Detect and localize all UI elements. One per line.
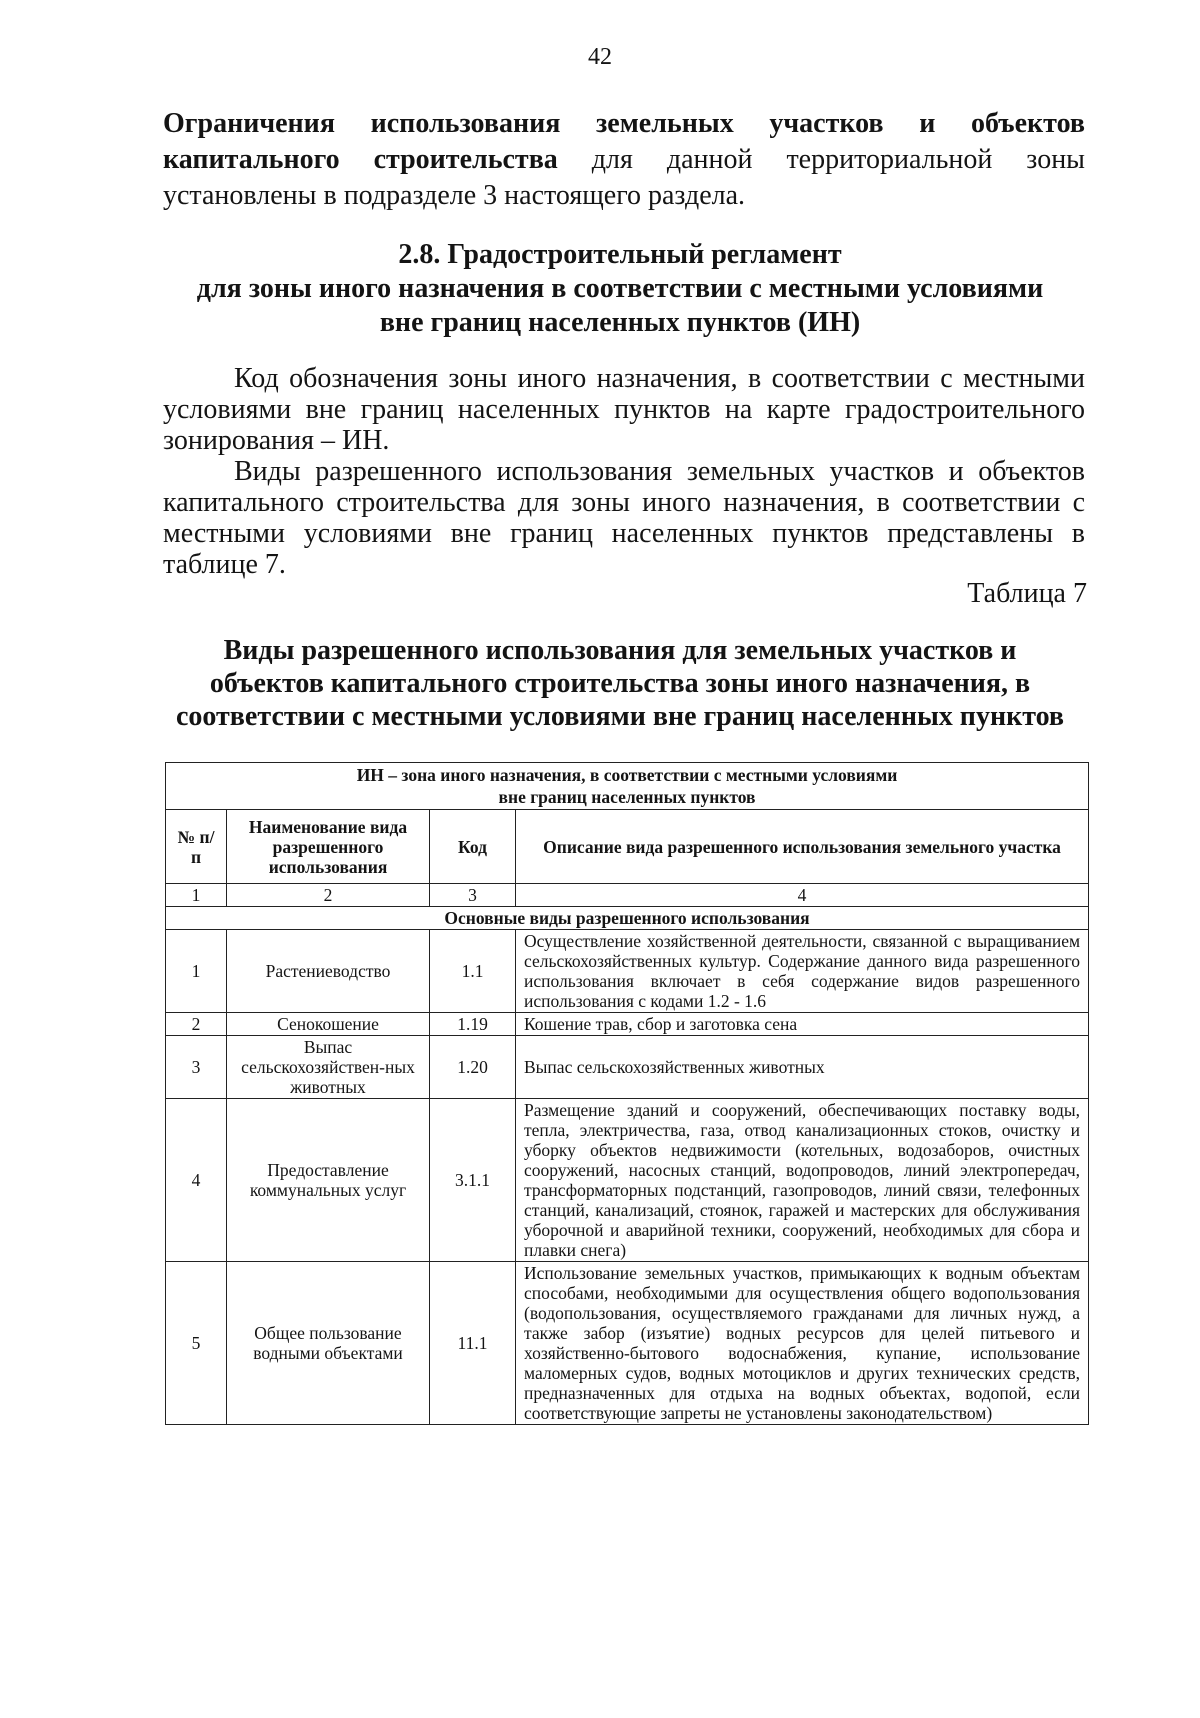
row-desc: Осуществление хозяйственной деятельности, связанной с выращиванием сельскохозяйственных культур. Содержание данного вида разрешенного использования включает в себя содержание видов разрешенного использования с кодами 1.2 - 1.6	[516, 930, 1089, 1013]
table-title	[150, 634, 1090, 733]
row-name: Выпас сельскохозяйствен-ных животных	[227, 1036, 430, 1099]
zone-header-cell	[166, 763, 1089, 810]
table-row	[166, 1036, 1089, 1099]
restrictions-lead: Ограничения использования земельных участков и объектов капитального строительства	[163, 108, 1085, 175]
column-index-4: 4	[516, 884, 1089, 907]
group-label: Основные виды разрешенного использования	[166, 907, 1089, 930]
zone-code-paragraph: Код обозначения зоны иного назначения, в соответствии с местными условиями вне границ населенных пунктов на карте градостроительного зонирования – ИН.	[163, 363, 1085, 456]
permitted-uses-table	[165, 762, 1089, 1425]
row-name: Растениеводство	[227, 930, 430, 1013]
section-heading	[150, 238, 1090, 340]
row-code: 1.19	[430, 1013, 516, 1036]
row-code: 11.1	[430, 1262, 516, 1425]
row-desc: Выпас сельскохозяйственных животных	[516, 1036, 1089, 1099]
column-index-3: 3	[430, 884, 516, 907]
page-number: 42	[588, 44, 612, 70]
column-header-code: Код	[430, 810, 516, 884]
restrictions-rest: для данной территориальной зоны установлены в подразделе 3 настоящего раздела.	[163, 144, 1085, 211]
row-desc: Кошение трав, сбор и заготовка сена	[516, 1013, 1089, 1036]
group-row	[166, 907, 1089, 930]
row-name: Сенокошение	[227, 1013, 430, 1036]
column-index-1: 1	[166, 884, 227, 907]
row-name: Предоставление коммунальных услуг	[227, 1099, 430, 1262]
section-heading-line-2: для зоны иного назначения в соответствии с местными условиями	[196, 273, 1044, 304]
column-index-row	[166, 884, 1089, 907]
table-row	[166, 1099, 1089, 1262]
table-title-line-3: соответствии с местными условиями вне границ населенных пунктов	[175, 701, 1065, 732]
restrictions-paragraph	[163, 106, 1085, 214]
table-title-line-2: объектов капитального строительства зоны иного назначения, в	[209, 668, 1031, 699]
table-row	[166, 930, 1089, 1013]
row-num: 4	[166, 1099, 227, 1262]
column-index-2: 2	[227, 884, 430, 907]
row-code: 1.1	[430, 930, 516, 1013]
permitted-uses-paragraph: Виды разрешенного использования земельных участков и объектов капитального строительства для зоны иного назначения, в соответствии с местными условиями вне границ населенных пунктов представлены в таблице 7.	[163, 456, 1085, 580]
column-header-name: Наименование вида разрешенного использования	[227, 810, 430, 884]
zone-header-line-2: вне границ населенных пунктов	[498, 787, 756, 807]
zone-header-line-1: ИН – зона иного назначения, в соответствии с местными условиями	[356, 765, 898, 785]
column-header-num: № п/п	[166, 810, 227, 884]
row-desc: Использование земельных участков, примыкающих к водным объектам способами, необходимыми для осуществления общего водопользования (водопользования, осуществляемого гражданами для личных нужд, а также забор (изъятие) водных ресурсов для целей питьевого и хозяйственно-бытового водоснабжения, купание, использование маломерных судов, водных мотоциклов и других технических средств, предназначенных для отдыха на водных объектах, водопой, если соответствующие запреты не установлены законодательством)	[516, 1262, 1089, 1425]
column-header-desc: Описание вида разрешенного использования земельного участка	[516, 810, 1089, 884]
table-row	[166, 1013, 1089, 1036]
row-desc: Размещение зданий и сооружений, обеспечивающих поставку воды, тепла, электричества, газа, отвод канализационных стоков, очистку и уборку объектов недвижимости (котельных, водозаборов, очистных сооружений, насосных станций, водопроводов, линий электропередач, трансформаторных подстанций, газопроводов, линий связи, телефонных станций, канализаций, стоянок, гаражей и мастерских для обслуживания уборочной и аварийной техники, сооружений, необходимых для сбора и плавки снега)	[516, 1099, 1089, 1262]
row-code: 3.1.1	[430, 1099, 516, 1262]
zone-header-row	[166, 763, 1089, 810]
row-num: 3	[166, 1036, 227, 1099]
column-header-row	[166, 810, 1089, 884]
body-text	[163, 363, 1085, 580]
table-caption: Таблица 7	[967, 578, 1087, 609]
row-num: 5	[166, 1262, 227, 1425]
row-num: 2	[166, 1013, 227, 1036]
table-row	[166, 1262, 1089, 1425]
table-title-line-1: Виды разрешенного использования для земельных участков и	[223, 635, 1017, 666]
row-name: Общее пользование водными объектами	[227, 1262, 430, 1425]
row-code: 1.20	[430, 1036, 516, 1099]
section-heading-line-1: 2.8. Градостроительный регламент	[398, 239, 842, 270]
section-heading-line-3: вне границ населенных пунктов (ИН)	[379, 307, 861, 338]
row-num: 1	[166, 930, 227, 1013]
